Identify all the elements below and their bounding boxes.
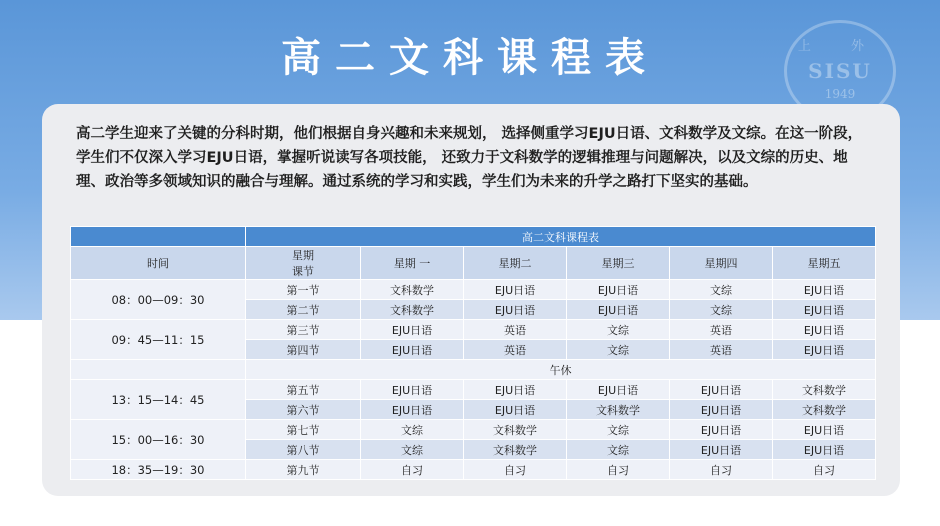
class-cell: 文综 <box>567 340 670 360</box>
table-header-row <box>71 247 876 280</box>
time-slot-cell: 09：45—11：15 <box>71 320 246 360</box>
class-cell: 文科数学 <box>773 380 876 400</box>
header-corner-weekday: 星期 <box>292 249 314 262</box>
class-cell: EJU日语 <box>773 440 876 460</box>
class-cell: 文综 <box>361 440 464 460</box>
intro-paragraph: 高二学生迎来了关键的分科时期，他们根据自身兴趣和未来规划， 选择侧重学习EJU日语、文科数学及文综。在这一阶段，学生们不仅深入学习EJU日语，掌握听说读写各项技能， 还致力于文科数学的逻辑推理与问题解决，以及文综的历史、地理、政治等多领域知识的融合与理解。通过系统的学习和实践，学生们为未来的升学之路打下坚实的基础。 <box>76 126 863 190</box>
class-cell: 自习 <box>464 460 567 480</box>
header-day: 星期 一 <box>361 247 464 280</box>
class-cell: EJU日语 <box>464 400 567 420</box>
class-cell: EJU日语 <box>670 440 773 460</box>
time-slot-cell: 18：35—19：30 <box>71 460 246 480</box>
period-cell: 第四节 <box>246 340 361 360</box>
class-cell: 自习 <box>773 460 876 480</box>
table-caption-row <box>71 227 876 247</box>
lunch-blank-cell <box>71 360 246 380</box>
class-cell: 文综 <box>670 300 773 320</box>
class-cell: EJU日语 <box>670 400 773 420</box>
table-row <box>71 380 876 400</box>
header-corner-period: 课节 <box>292 265 314 278</box>
class-cell: EJU日语 <box>670 380 773 400</box>
class-cell: EJU日语 <box>773 320 876 340</box>
class-cell: EJU日语 <box>567 280 670 300</box>
period-cell: 第六节 <box>246 400 361 420</box>
class-cell: EJU日语 <box>361 400 464 420</box>
period-cell: 第八节 <box>246 440 361 460</box>
header-corner <box>246 247 361 280</box>
class-cell: EJU日语 <box>567 380 670 400</box>
schedule-table <box>70 226 876 480</box>
class-cell: 文科数学 <box>361 280 464 300</box>
table-row <box>71 280 876 300</box>
class-cell: EJU日语 <box>464 380 567 400</box>
period-cell: 第九节 <box>246 460 361 480</box>
period-cell: 第三节 <box>246 320 361 340</box>
lunch-row <box>71 360 876 380</box>
class-cell: 英语 <box>464 320 567 340</box>
table-row <box>71 460 876 480</box>
class-cell: EJU日语 <box>464 300 567 320</box>
class-cell: 文综 <box>361 420 464 440</box>
class-cell: 自习 <box>361 460 464 480</box>
header-day: 星期五 <box>773 247 876 280</box>
class-cell: EJU日语 <box>773 420 876 440</box>
page-title: 高二文科课程表 <box>281 35 659 81</box>
header-day: 星期四 <box>670 247 773 280</box>
class-cell: EJU日语 <box>567 300 670 320</box>
class-cell: EJU日语 <box>361 340 464 360</box>
class-cell: 文科数学 <box>464 420 567 440</box>
header-day: 星期二 <box>464 247 567 280</box>
schedule-body <box>71 280 876 480</box>
class-cell: 文科数学 <box>361 300 464 320</box>
class-cell: 文综 <box>567 440 670 460</box>
class-cell: 自习 <box>567 460 670 480</box>
period-cell: 第五节 <box>246 380 361 400</box>
period-cell: 第一节 <box>246 280 361 300</box>
header-day: 星期三 <box>567 247 670 280</box>
class-cell: EJU日语 <box>773 300 876 320</box>
class-cell: 文科数学 <box>773 400 876 420</box>
class-cell: EJU日语 <box>773 340 876 360</box>
class-cell: 文综 <box>567 420 670 440</box>
time-slot-cell: 08：00—09：30 <box>71 280 246 320</box>
class-cell: 英语 <box>670 320 773 340</box>
period-cell: 第二节 <box>246 300 361 320</box>
class-cell: 文综 <box>567 320 670 340</box>
lunch-break-cell: 午休 <box>246 360 876 380</box>
header-time: 时间 <box>71 247 246 280</box>
class-cell: 英语 <box>464 340 567 360</box>
class-cell: 英语 <box>670 340 773 360</box>
period-cell: 第七节 <box>246 420 361 440</box>
class-cell: EJU日语 <box>361 320 464 340</box>
table-row <box>71 320 876 340</box>
table-row <box>71 420 876 440</box>
class-cell: EJU日语 <box>464 280 567 300</box>
time-slot-cell: 15：00—16：30 <box>71 420 246 460</box>
class-cell: 自习 <box>670 460 773 480</box>
class-cell: EJU日语 <box>670 420 773 440</box>
class-cell: EJU日语 <box>361 380 464 400</box>
time-slot-cell: 13：15—14：45 <box>71 380 246 420</box>
class-cell: 文科数学 <box>464 440 567 460</box>
class-cell: EJU日语 <box>773 280 876 300</box>
table-caption: 高二文科课程表 <box>246 227 876 247</box>
school-seal-logo: 上 外 SISU 1949 <box>784 20 896 122</box>
caption-blank-cell <box>71 227 246 247</box>
class-cell: 文科数学 <box>567 400 670 420</box>
class-cell: 文综 <box>670 280 773 300</box>
